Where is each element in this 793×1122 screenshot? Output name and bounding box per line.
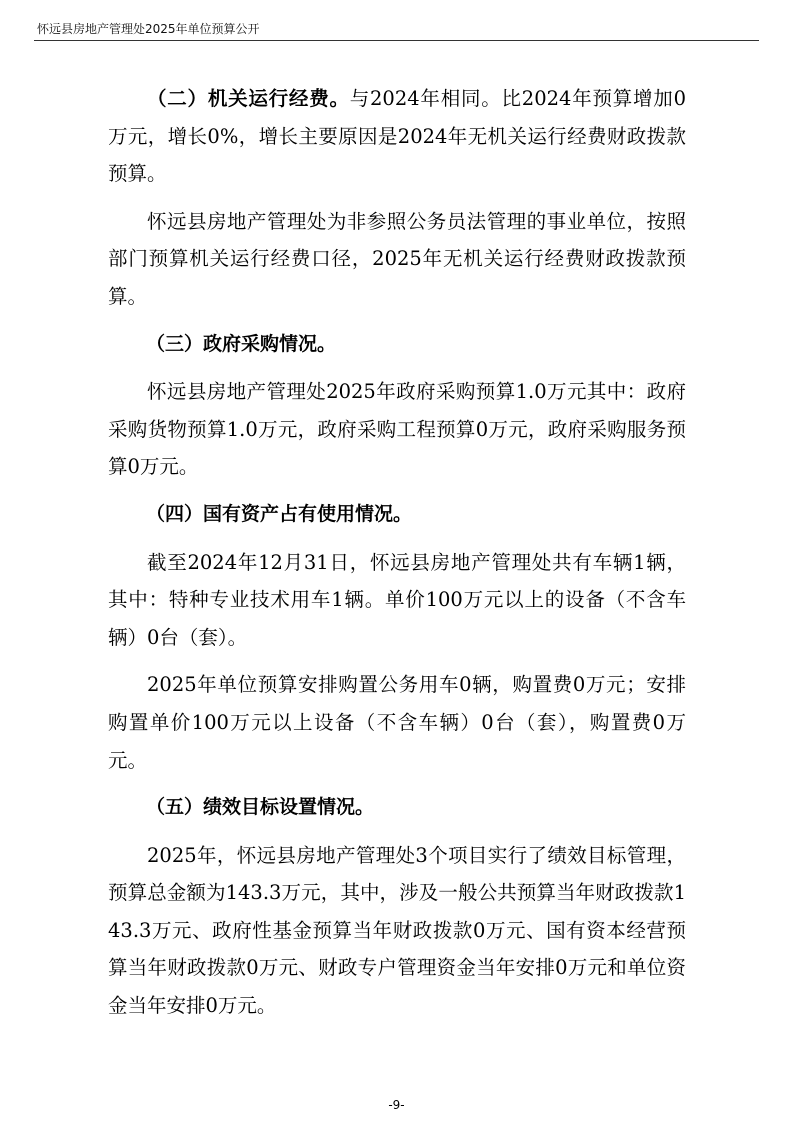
section-3-paragraph-1: 怀远县房地产管理处2025年政府采购预算1.0万元其中：政府采购货物预算1.0万元，政府采购工程预算0万元，政府采购服务预算0万元。 (108, 380, 686, 479)
section-4-heading: （四）国有资产占有使用情况。 (146, 502, 413, 525)
section-2-paragraph-2: 怀远县房地产管理处为非参照公务员法管理的事业单位，按照部门预算机关运行经费口径，2025年无机关运行经费财政拨款预算。 (108, 209, 686, 308)
section-2-paragraph-1 (108, 80, 686, 193)
page-header-title: 怀远县房地产管理处2025年单位预算公开 (37, 22, 260, 36)
header-divider (34, 40, 759, 41)
section-2-paragraph-1-text: 与2024年相同。比2024年预算增加0万元，增长0%，增长主要原因是2024年无机关运行经费财政拨款预算。 (108, 87, 686, 186)
page-number: -9- (388, 1098, 405, 1112)
section-5-heading: （五）绩效目标设置情况。 (146, 796, 375, 819)
section-4-paragraph-1: 截至2024年12月31日，怀远县房地产管理处共有车辆1辆，其中：特种专业技术用车1辆。单价100万元以上的设备（不含车辆）0台（套）。 (108, 550, 686, 649)
document-body (108, 80, 686, 1035)
section-4-paragraph-2: 2025年单位预算安排购置公务用车0辆，购置费0万元；安排购置单价100万元以上设备（不含车辆）0台（套），购置费0万元。 (108, 673, 686, 772)
section-2-heading: （二）机关运行经费。 (147, 87, 350, 110)
section-3-heading: （三）政府采购情况。 (146, 332, 337, 355)
section-5-paragraph-1: 2025年，怀远县房地产管理处3个项目实行了绩效目标管理，预算总金额为143.3万元，其中，涉及一般公共预算当年财政拨款143.3万元、政府性基金预算当年财政拨款0万元、国有资本经营预算当年财政拨款0万元、财政专户管理资金当年安排0万元和单位资金当年安排0万元。 (108, 843, 686, 1018)
